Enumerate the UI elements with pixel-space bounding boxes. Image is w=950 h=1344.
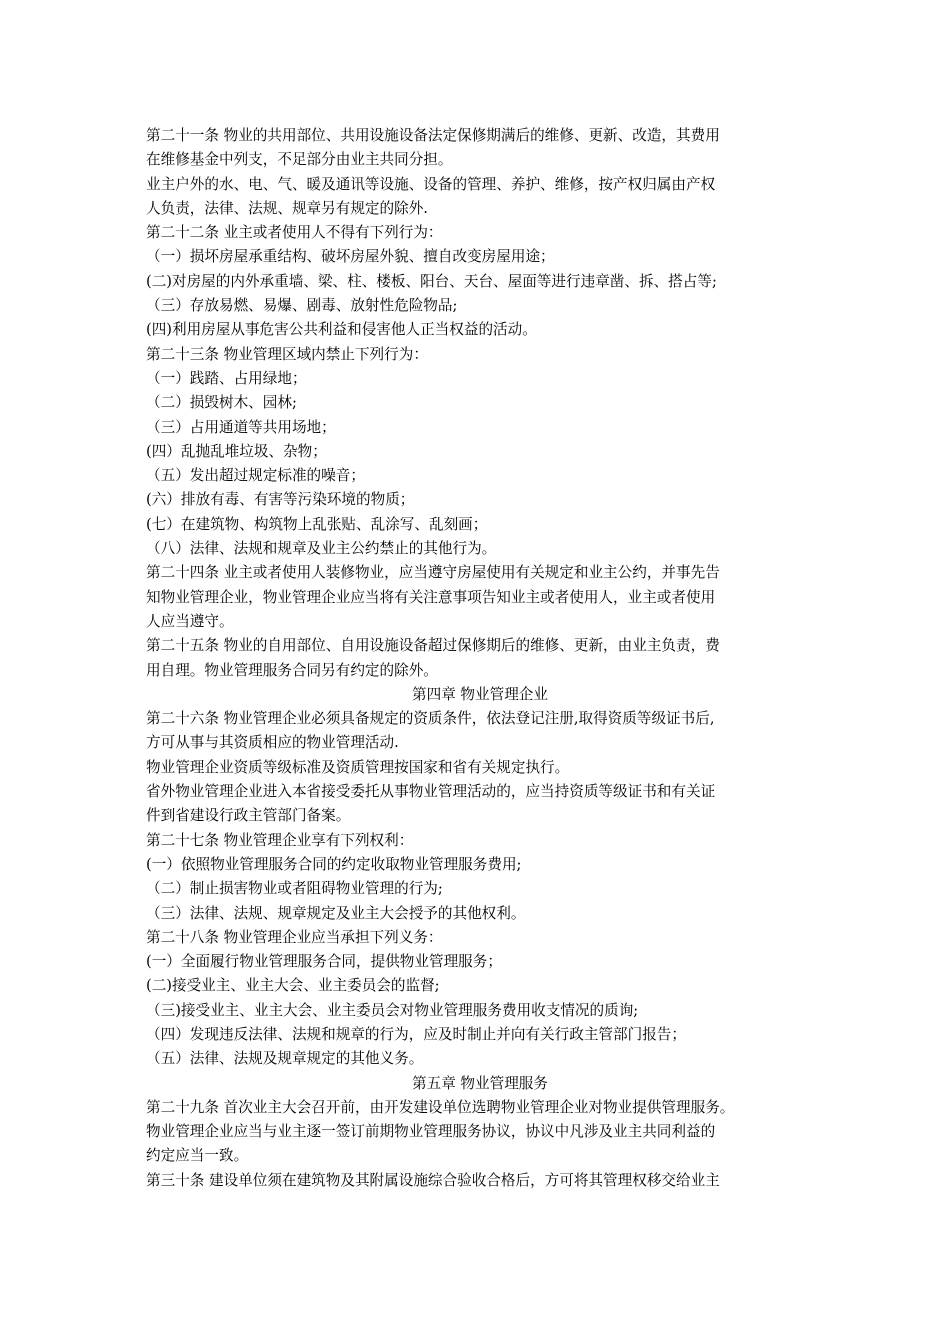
text-line: (二)接受业主、业主大会、业主委员会的监督; <box>146 977 440 995</box>
text-line: 第二十七条 物业管理企业享有下列权利： <box>146 831 414 849</box>
text-line: 业主户外的水、电、气、暖及通讯等设施、设备的管理、养护、维修，按产权归属由产权 <box>146 175 716 193</box>
text-line: 在维修基金中列支，不足部分由业主共同分担。 <box>146 151 453 169</box>
text-line: （四）发现违反法律、法规和规章的行为，应及时制止并向有关行政主管部门报告； <box>146 1025 686 1043</box>
text-line: 件到省建设行政主管部门备案。 <box>146 807 351 825</box>
text-line: 人负责，法律、法规、规章另有规定的除外. <box>146 199 428 217</box>
text-line: 用自理。物业管理服务合同另有约定的除外。 <box>146 661 438 679</box>
text-line: 第二十四条 业主或者使用人装修物业，应当遵守房屋使用有关规定和业主公约，并事先告 <box>146 564 720 582</box>
text-line: 人应当遵守。 <box>146 612 234 630</box>
text-line: 第二十二条 业主或者使用人不得有下列行为： <box>146 224 443 242</box>
text-line: （二）制止损害物业或者阻碍物业管理的行为; <box>146 880 443 898</box>
text-line: （三）法律、法规、规章规定及业主大会授予的其他权利。 <box>146 904 526 922</box>
text-line: 第二十九条 首次业主大会召开前，由开发建设单位选聘物业管理企业对物业提供管理服务。 <box>146 1098 735 1116</box>
text-line: 第二十一条 物业的共用部位、共用设施设备法定保修期满后的维修、更新、改造，其费用 <box>146 127 720 144</box>
chapter-heading: 第四章 物业管理企业 <box>412 685 548 703</box>
text-line: (一）依照物业管理服务合同的约定收取物业管理服务费用; <box>146 855 522 873</box>
text-line: (四)利用房屋从事危害公共利益和侵害他人正当权益的活动。 <box>146 321 537 339</box>
text-line: (六）排放有毒、有害等污染环境的物质； <box>146 491 415 509</box>
text-line: 第二十八条 物业管理企业应当承担下列义务： <box>146 928 443 946</box>
chapter-heading: 第五章 物业管理服务 <box>412 1074 548 1092</box>
text-line: （八）法律、法规和规章及业主公约禁止的其他行为。 <box>146 540 497 558</box>
text-line: （五）发出超过规定标准的噪音； <box>146 467 365 485</box>
text-line: 知物业管理企业，物业管理企业应当将有关注意事项告知业主或者使用人，业主或者使用 <box>146 588 716 606</box>
text-line: 方可从事与其资质相应的物业管理活动. <box>146 734 399 752</box>
text-line: 第二十三条 物业管理区域内禁止下列行为： <box>146 345 428 363</box>
text-line: （三）存放易燃、易爆、剧毒、放射性危险物品; <box>146 297 458 315</box>
text-line: (一）全面履行物业管理服务合同，提供物业管理服务； <box>146 953 502 971</box>
text-line: （五）法律、法规及规章规定的其他义务。 <box>146 1050 424 1068</box>
text-line: （一）践踏、占用绿地； <box>146 369 307 387</box>
text-line: 第二十六条 物业管理企业必须具备规定的资质条件，依法登记注册,取得资质等级证书后, <box>146 710 715 728</box>
text-line: 约定应当一致。 <box>146 1147 249 1165</box>
text-line: (四）乱抛乱堆垃圾、杂物； <box>146 442 327 460</box>
text-line: 第二十五条 物业的自用部位、自用设施设备超过保修期后的维修、更新，由业主负责，费 <box>146 637 720 655</box>
text-line: 第三十条 建设单位须在建筑物及其附属设施综合验收合格后，方可将其管理权移交给业主 <box>146 1171 720 1189</box>
text-line: (七）在建筑物、构筑物上乱张贴、乱涂写、乱刻画； <box>146 515 488 533</box>
text-line: 物业管理企业资质等级标准及资质管理按国家和省有关规定执行。 <box>146 758 570 776</box>
text-line: 物业管理企业应当与业主逐一签订前期物业管理服务协议，协议中凡涉及业主共同利益的 <box>146 1123 716 1141</box>
text-line: （三)接受业主、业主大会、业主委员会对物业管理服务费用收支情况的质询; <box>146 1001 639 1019</box>
text-line: （一）损坏房屋承重结构、破坏房屋外貌、擅自改变房屋用途； <box>146 248 555 266</box>
document-body <box>146 124 814 1193</box>
text-line: 省外物业管理企业进入本省接受委托从事物业管理活动的，应当持资质等级证书和有关证 <box>146 783 716 801</box>
text-line: (二)对房屋的内外承重墙、梁、柱、楼板、阳台、天台、屋面等进行违章凿、拆、搭占等; <box>146 272 717 290</box>
text-line: （二）损毁树木、园林; <box>146 394 297 412</box>
text-line: （三）占用通道等共用场地； <box>146 418 336 436</box>
